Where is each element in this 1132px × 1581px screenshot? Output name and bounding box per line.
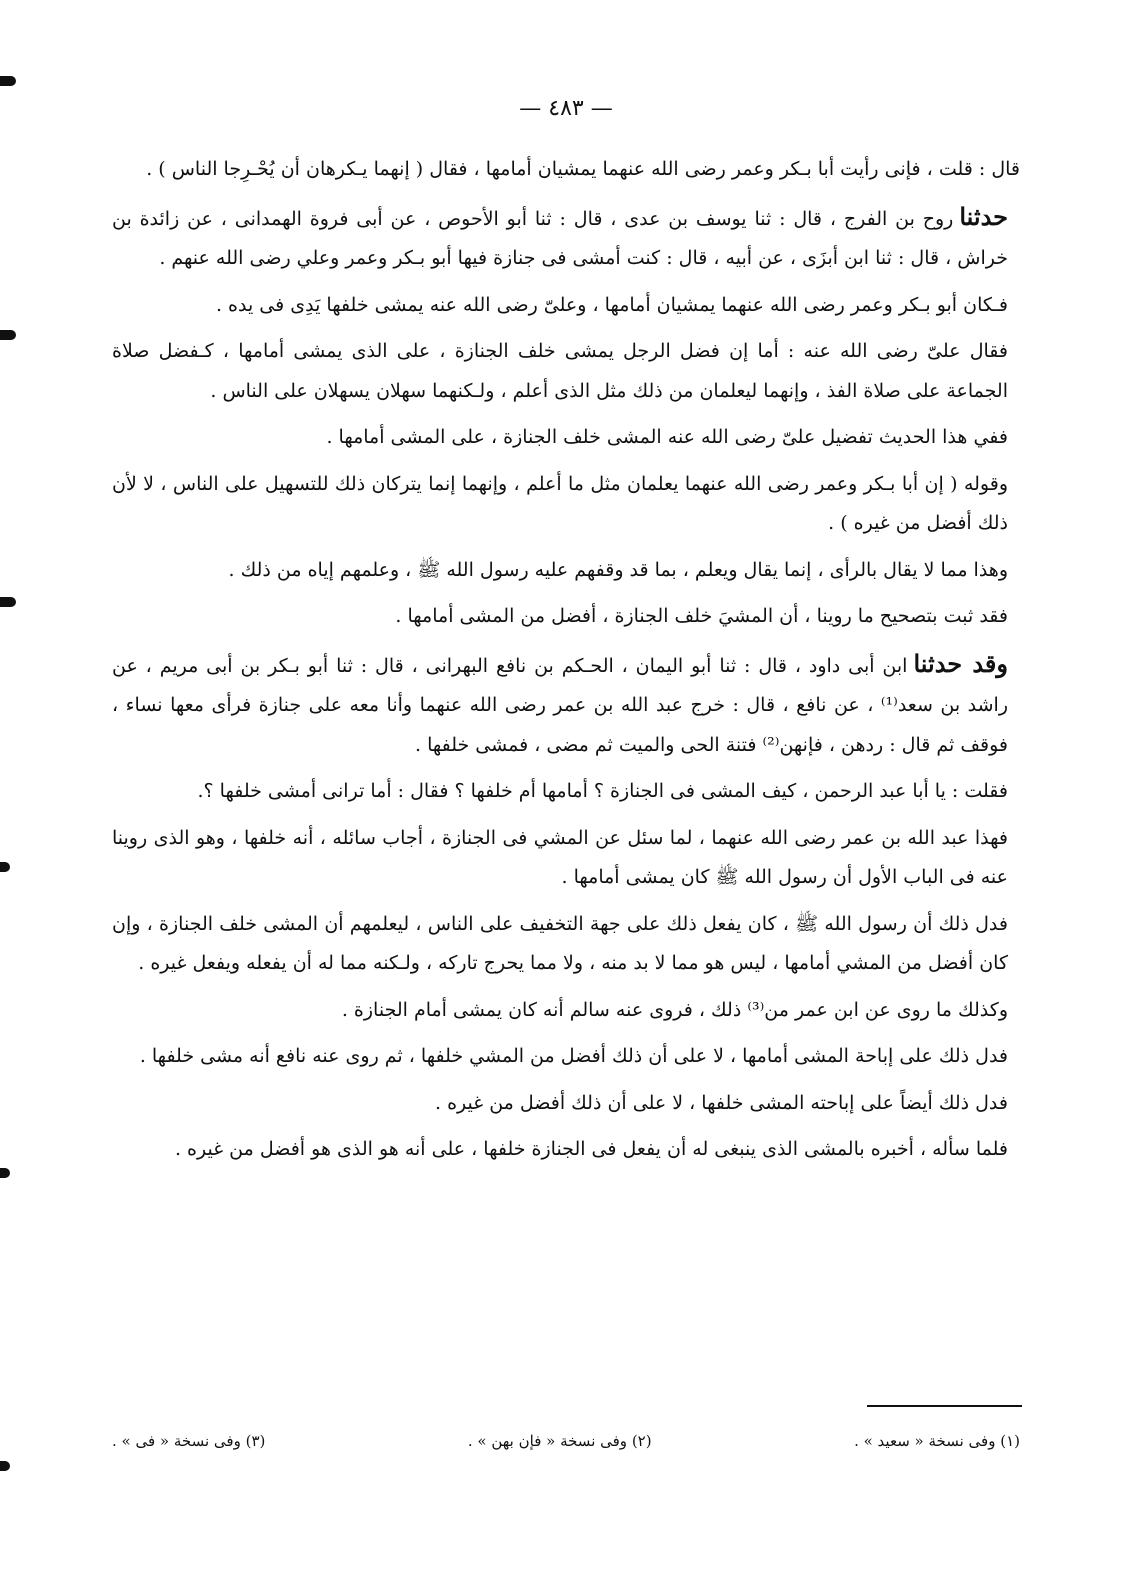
paragraph: [112, 597, 1020, 637]
paragraph: [112, 905, 1020, 984]
page-number: — ٤٨٣ —: [519, 96, 613, 121]
footnote-divider: [867, 1405, 1022, 1407]
paragraph-text: قال : قلت ، فإنى رأيت أبا بـكر وعمر رضى الله عنهما يمشيان أمامها ، فقال ( إنهما يـكرهان أن يُحْـرِجا الناس ) .: [146, 158, 1020, 180]
binding-mark: [0, 330, 16, 340]
binding-mark: [0, 597, 16, 607]
binding-mark: [0, 1461, 10, 1471]
paragraph: [112, 1084, 1020, 1124]
paragraph: [112, 819, 1020, 898]
paragraph-text: وكذلك ما روى عن ابن عمر من⁽³⁾ ذلك ، فروى عنه سالم أنه كان يمشى أمام الجنازة .: [341, 998, 1008, 1021]
paragraph-text: فدل ذلك على إباحة المشى أمامها ، لا على أن ذلك أفضل من المشي خلفها ، ثم روى عنه نافع أنه مشى خلفها .: [139, 1045, 1008, 1067]
paragraph-text: فلما سأله ، أخبره بالمشى الذى ينبغى له أن يفعل فى الجنازة خلفها ، على أنه هو الذى هو أفضل من غيره .: [174, 1138, 1008, 1160]
paragraph-text: فقلت : يا أبا عبد الرحمن ، كيف المشى فى الجنازة ؟ أمامها أم خلفها ؟ فقال : أما ترانى أمشى خلفها ؟.: [197, 780, 1008, 802]
paragraph-text: ابن أبى داود ، قال : ثنا أبو اليمان ، الحـكم بن نافع البهرانى ، قال : ثنا أبو بـكر بن أبى مريم ، عن راشد بن سعد⁽¹⁾ ، عن نافع ، قال : خرج عبد الله بن عمر رضى الله عنهما وأنا معه على جنازة فرأى معها نساء ، فوقف ثم قال : ردهن ، فإنهن⁽²⁾ فتنة الحى والميت ثم مضى ، فمشى خلفها .: [112, 654, 1008, 756]
paragraph: [112, 1130, 1020, 1170]
footnote: (٢) وفى نسخة « فإن بهن » .: [467, 1432, 652, 1450]
paragraph: [112, 551, 1020, 591]
page-body: [112, 150, 1020, 1177]
paragraph: [112, 644, 1020, 766]
paragraph: [112, 150, 1020, 190]
paragraph: [112, 286, 1020, 326]
paragraph: [112, 991, 1020, 1031]
paragraph-text: فقد ثبت بتصحيح ما روينا ، أن المشيَ خلف الجنازة ، أفضل من المشى أمامها .: [395, 605, 1008, 627]
paragraph-text: روح بن الفرج ، قال : ثنا يوسف بن عدى ، قال : ثنا أبو الأحوص ، عن أبى فروة الهمدانى ، عن زائدة بن خراش ، قال : ثنا ابن أبزَى ، عن أبيه ، قال : كنت أمشى فى جنازة فيها أبو بـكر وعمر وعلي رضى الله عنهم .: [112, 207, 1008, 269]
paragraph: [112, 772, 1020, 812]
hadith-lead: حدثنا: [959, 201, 1008, 231]
paragraph-text: وهذا مما لا يقال بالرأى ، إنما يقال ويعلم ، بما قد وقفهم عليه رسول الله ﷺ ، وعلمهم إياه من ذلك .: [228, 558, 1008, 581]
binding-mark: [0, 862, 10, 872]
paragraph-text: وقوله ( إن أبا بـكر وعمر رضى الله عنهما يعلمان مثل ما أعلم ، وإنهما إنما يتركان ذلك للتسهيل على الناس ، لا لأن ذلك أفضل من غيره ) .: [112, 472, 1008, 534]
paragraph-text: فدل ذلك أن رسول الله ﷺ ، كان يفعل ذلك على جهة التخفيف على الناس ، ليعلمهم أن المشى خلف الجنازة ، وإن كان أفضل من المشي أمامها ، ليس هو مما لا بد منه ، ولا مما يحرج تاركه ، ولـكنه مما له أن يفعله ويفعل غيره .: [112, 912, 1008, 974]
paragraph: [112, 465, 1020, 544]
binding-mark: [0, 76, 16, 86]
footnote: (٣) وفى نسخة « فى » .: [112, 1432, 266, 1450]
paragraph: [112, 418, 1020, 458]
paragraph-text: فقال علىّ رضى الله عنه : أما إن فضل الرجل يمشى خلف الجنازة ، على الذى يمشى أمامها ، كـفضل صلاة الجماعة على صلاة الفذ ، وإنهما ليعلمان من ذلك مثل الذى أعلم ، ولـكنهما سهلان يسهلان على الناس .: [112, 340, 1008, 402]
footnote: (١) وفى نسخة « سعيد » .: [854, 1432, 1020, 1450]
paragraph: [112, 197, 1020, 279]
paragraph-text: ففي هذا الحديث تفضيل علىّ رضى الله عنه المشى خلف الجنازة ، على المشى أمامها .: [326, 426, 1008, 448]
paragraph: [112, 1037, 1020, 1077]
binding-mark: [0, 1168, 10, 1178]
paragraph-text: فهذا عبد الله بن عمر رضى الله عنهما ، لما سئل عن المشي فى الجنازة ، أجاب سائله ، أنه خلفها ، وهو الذى روينا عنه فى الباب الأول أن رسول الله ﷺ كان يمشى أمامها .: [112, 826, 1008, 888]
paragraph-text: فدل ذلك أيضاً على إباحته المشى خلفها ، لا على أن ذلك أفضل من غيره .: [434, 1091, 1008, 1114]
footnotes: [112, 1432, 1020, 1450]
paragraph-text: فـكان أبو بـكر وعمر رضى الله عنهما يمشيان أمامها ، وعلىّ رضى الله عنه يمشى خلفها يَدِى فى يده .: [215, 293, 1008, 316]
paragraph: [112, 332, 1020, 411]
hadith-lead: وقد حدثنا: [913, 648, 1008, 678]
